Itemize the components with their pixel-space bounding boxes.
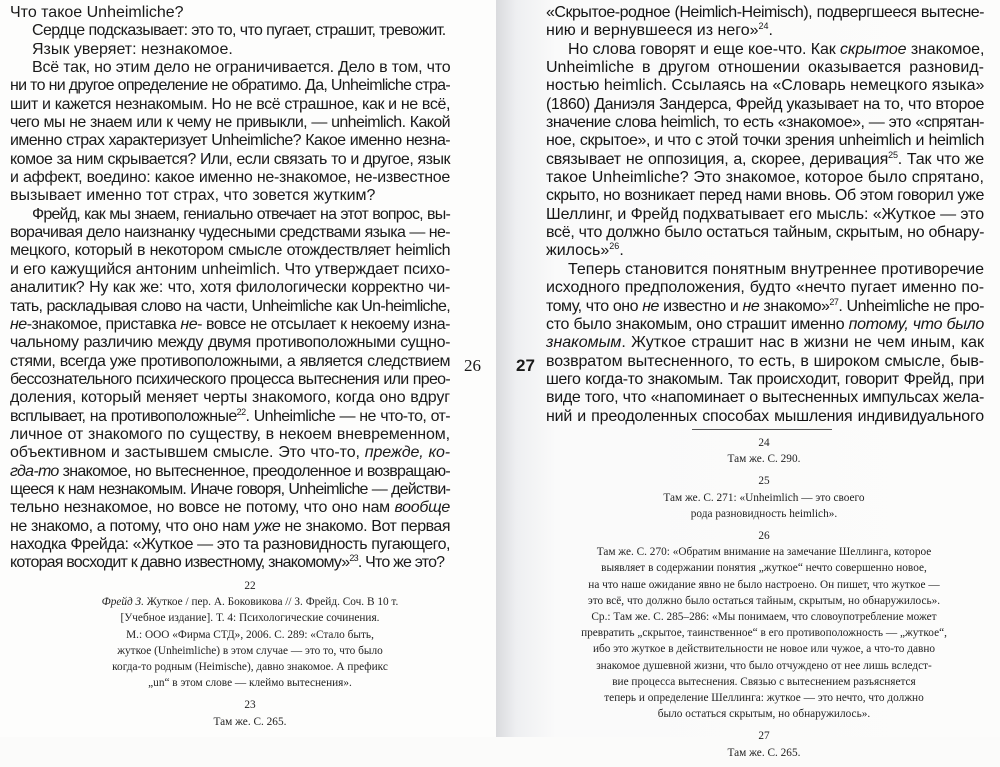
italic-text: не [742, 297, 760, 315]
text-line [546, 114, 984, 132]
text-run: находка Фрейда: «Жуткое — это та разновидность пугающего, [10, 535, 450, 553]
text-run: шего когда-то знакомым. Так происходит, говорит Фрейд, при [546, 370, 984, 388]
text-line [546, 59, 984, 77]
footnote-ref: 23 [349, 553, 358, 564]
text-line [10, 481, 450, 499]
text-line [10, 96, 450, 114]
text-run: такое Unheimliche? Это знакомое, которое было спрятано, [546, 169, 984, 187]
text-run: Сердце подсказывает: это то, что пугает, страшит, тревожит. [32, 22, 446, 40]
text-run: теперь и определение Шеллинга: жуткое — это нечто, что должно [604, 692, 924, 705]
text-run: Там же. С. 270: «Обратим внимание на замечание Шеллинга, которое [596, 546, 932, 559]
left-footnotes [40, 578, 460, 736]
right-page-body [546, 4, 984, 426]
text-run: „un“ в этом слове — клеймо вытеснения». [148, 677, 352, 690]
footnote-number: 27 [758, 730, 770, 743]
left-page [0, 0, 496, 737]
paragraph [546, 41, 984, 261]
text-run: аналитик? Ну как же: что, хотя филологически корректно чи- [10, 279, 450, 297]
text-run: вызывает именно тот страх, что зовется жутким? [10, 187, 376, 205]
text-run: выявляет в содержании понятия „жуткое“ нечто совершенно новое, [601, 562, 927, 575]
text-run: тельно незнакомое, но вовсе не потому, что оно нам [10, 499, 395, 517]
footnote-line [40, 610, 460, 626]
text-line [546, 298, 984, 316]
text-line [10, 41, 450, 59]
text-line [546, 187, 984, 205]
text-line [546, 132, 984, 150]
text-run: тому, что оно [546, 297, 643, 315]
footnote-ref: 26 [609, 241, 620, 252]
text-run: . Что же это? [357, 554, 445, 572]
text-line [546, 169, 984, 187]
text-run: . Жуткое страшит нас в жизни не чем иным, как [621, 334, 984, 352]
text-line [10, 499, 450, 517]
text-line [10, 444, 450, 462]
footnote-ref: 25 [888, 149, 898, 160]
text-line [10, 316, 450, 334]
text-run: ворачивая дело наизнанку чудесными средствами языка — не- [10, 224, 450, 242]
text-line [10, 59, 450, 77]
footnote [542, 435, 986, 467]
text-run: бессознательного психического процесса вытеснения или прео- [10, 370, 450, 388]
text-run: Жуткое / пер. А. Боковикова // З. Фрейд. Соч. В 10 т. [143, 596, 399, 609]
text-line [10, 371, 450, 389]
text-line [10, 554, 450, 572]
text-line [10, 206, 450, 224]
text-line [10, 426, 450, 444]
text-line [10, 389, 450, 407]
text-line [10, 4, 450, 22]
text-run: Там же. С. 265. [213, 715, 287, 728]
text-run: всё, что должно было остаться тайным, скрытым, но обнару- [546, 224, 985, 242]
text-run: известно и [658, 297, 743, 315]
text-run: знакомое, [906, 40, 985, 58]
text-run: объективном и застывшем смысле. Это что-то, [10, 444, 365, 462]
footnote-line [542, 641, 986, 657]
footnote-line [40, 594, 460, 610]
text-run: значение слова heimlich, то есть «знакомое», — это «спрятан- [546, 114, 984, 132]
text-run: Всё так, но этим дело не ограничивается. Дело в том, что [32, 59, 451, 77]
footnote-ref: 22 [236, 406, 246, 417]
text-run: возвратом вытесненного, то есть, в широком смысле, быв- [546, 352, 984, 370]
text-run: тать, раскладывая слово на части, Unheimliche как Un-heimliche, [10, 297, 450, 315]
text-line [10, 77, 450, 95]
italic-text: скрытое [840, 40, 907, 58]
text-run: связывает не оппозиция, а, скорее, деривация [546, 150, 889, 168]
text-line [10, 132, 450, 150]
text-line [10, 298, 450, 316]
footnote-number: 24 [758, 437, 770, 449]
text-run: -знакомое, приставка [26, 315, 181, 333]
footnote-number: 25 [758, 475, 770, 488]
text-run: скрыто, но возникает перед нами вновь. Об этом говорил уже [546, 187, 984, 205]
footnote-line [40, 714, 460, 730]
text-line [10, 151, 450, 169]
text-run: . [619, 242, 624, 260]
paragraph [10, 206, 450, 573]
text-run: Ср.: Там же. С. 285–286: «Мы понимаем, что словоупотребление может [591, 611, 937, 624]
text-line [10, 261, 450, 279]
footnote-line [542, 544, 986, 560]
text-run: вие процесса вытеснения. Связью с вытеснением разъясняется [612, 675, 916, 688]
text-run: именно страх характеризует Unheimliche? Какое именно незна- [10, 132, 450, 150]
footnote-number: 22 [244, 580, 256, 592]
italic-text: не [180, 315, 198, 333]
text-line [546, 334, 984, 352]
text-run: всплывает, на противоположные [10, 407, 237, 425]
footnote-line [542, 506, 986, 522]
footnote-line [542, 593, 986, 609]
text-run: Фрейд, как мы знаем, гениально отвечает на этот вопрос, вы- [32, 205, 450, 223]
text-run: рода разновидность heimlich». [690, 507, 838, 520]
text-run: превратить „скрытое, таинственное“ в его противоположность — „жуткое“, [581, 627, 947, 640]
text-run: чего мы не знаем или к чему не привыкли, — unheimlich. Какой [10, 114, 450, 132]
footnote-line [40, 643, 460, 659]
paragraph [546, 261, 984, 426]
text-run: Но слова говорят и еще кое-что. Как [568, 40, 840, 58]
paragraph [10, 22, 450, 40]
text-run: было остаться скрытым, но обнаружилось». [657, 708, 871, 721]
text-line [10, 279, 450, 297]
right-page [496, 0, 1000, 759]
italic-text: знакомым [546, 334, 622, 352]
italic-text: вообще [394, 499, 450, 517]
text-run: ний и преодоленных способах мышления индивидуального [546, 407, 984, 425]
text-run: которая восходит к давно известному, знакомому» [10, 554, 350, 572]
text-run: М.: ООО «Фирма СТД», 2006. С. 289: «Стало быть, [126, 628, 374, 641]
text-run: . Unheimliche не про- [838, 297, 985, 315]
italic-text: потому, что было [848, 315, 985, 333]
text-run: комое за ним скрывается? Или, если связать то и другое, язык [10, 150, 450, 168]
footnote-number: 26 [758, 530, 770, 543]
footnote-line [542, 560, 986, 576]
text-run: Unheimliche в другом отношении оказывается разновид- [546, 59, 984, 77]
italic-text: гда-то [10, 462, 59, 480]
text-run: на что наше ожидание явно не было настроено. Он пишет, что жуткое — [588, 578, 940, 591]
paragraph [546, 4, 984, 41]
footnote-line [542, 745, 986, 761]
left-page-body [10, 4, 450, 573]
text-run: это всё, что должно было остаться тайным, скрытым, но обнаружилось». [587, 594, 941, 607]
text-run: щееся к нам незнакомым. Иначе говоря, Unheimliche — действи- [10, 480, 450, 498]
text-line [10, 187, 450, 205]
text-run: когда-то родным (Heimische), давно знакомое. А префикс [112, 661, 388, 674]
text-run: жуткое (Unheimliche) в этом случае — это то, что было [117, 644, 383, 657]
text-line [10, 463, 450, 481]
text-run: доления, который меняет черты знакомого, когда оно вдруг [10, 389, 450, 407]
text-run: ное, скрытое», и что с этой точки зрения unheimlich и heimlich [546, 132, 984, 150]
italic-text: не [10, 315, 27, 333]
text-run: ностью heimlich. Ссылаясь на «Словарь немецкого языка» [546, 77, 985, 95]
paragraph [10, 41, 450, 59]
footnote-number: 23 [244, 699, 256, 712]
footnote-line [542, 625, 986, 641]
footnote-line [542, 690, 986, 706]
footnote-line [542, 658, 986, 674]
footnote [40, 697, 460, 729]
text-run: знакомо» [759, 297, 830, 315]
text-run: жилось» [546, 242, 610, 260]
text-line [546, 389, 984, 407]
text-line [10, 224, 450, 242]
footnote-divider [692, 429, 832, 430]
text-line [546, 261, 984, 279]
text-run: и его кажущийся антоним unheimlich. Что утверждает психо- [10, 260, 450, 278]
italic-text: прежде, ко- [364, 444, 451, 462]
text-run: стями, всегда уже противоположными, а является следствием [10, 352, 450, 370]
text-line [10, 169, 450, 187]
footnote [542, 728, 986, 760]
text-run: Шеллинг, и Фрейд подхватывает его мысль: «Жуткое — это [546, 205, 984, 223]
text-line [546, 151, 984, 169]
text-run: - вовсе не отсылает к некоему изна- [197, 315, 450, 333]
text-line [546, 353, 984, 371]
text-run: виде того, что «напоминает о вытесненных импульсах жела- [546, 389, 984, 407]
text-run: мецкого, который в некотором смысле отождествляет heimlich [10, 242, 450, 260]
text-line [546, 408, 984, 426]
text-run: шит и кажется незнакомым. Но не всё страшное, как и не всё, [10, 95, 450, 113]
text-run: ни то ни другое определение не обратимо. Да, Unheimliche стра- [10, 77, 450, 95]
text-run: ибо это жуткое в действительности не новое или чужое, а что-то давно [592, 643, 936, 656]
text-run: сто было знакомым, оно страшит именно [546, 315, 849, 333]
page-number-left: 26 [464, 356, 481, 375]
text-run: не знакомо, а потому, что оно нам [10, 517, 254, 535]
text-run: чальному различию между двумя противоположными сущно- [10, 334, 450, 352]
text-line [10, 518, 450, 536]
text-line [546, 316, 984, 334]
text-run: не знакомо. Вот первая [280, 517, 450, 535]
text-line [10, 242, 450, 260]
footnote-line [40, 659, 460, 675]
text-run: «Скрытое-родное (Heimlich-Heimisch), подвергшееся вытесне- [546, 4, 984, 21]
text-run: нию и вернувшееся из него» [546, 22, 759, 40]
text-line [546, 77, 984, 95]
text-line [546, 4, 984, 22]
text-run: знакомое, но вытесненное, преодоленное и возвращаю- [58, 462, 450, 480]
text-line [10, 408, 450, 426]
text-line [10, 114, 450, 132]
footnote-ref: 27 [829, 296, 839, 307]
text-line [10, 334, 450, 352]
footnote-line [542, 609, 986, 625]
right-footnotes [542, 435, 986, 767]
paragraph [10, 59, 450, 206]
text-run: исходного предположения, будто «нечто пугает именно по- [546, 279, 984, 297]
text-run: . Так что же [897, 150, 984, 168]
text-run: Там же. С. 290. [727, 453, 801, 466]
footnote-ref: 24 [758, 21, 769, 32]
footnote-line [40, 627, 460, 643]
text-run: Что такое Unheimliche? [10, 4, 184, 21]
text-run: знакомое душевной жизни, что было отчуждено от нее лишь вследст- [596, 659, 932, 672]
text-run: . Unheimliche — не что-то, от- [245, 407, 450, 425]
text-run: и аффект, воедино: какое именно не-знакомое, не-известное [10, 169, 450, 187]
text-line [10, 22, 450, 40]
text-line [546, 96, 984, 114]
italic-text: уже [253, 517, 281, 535]
text-run: Там же. С. 271: «Unheimlich — это своего [663, 491, 865, 504]
text-line [546, 279, 984, 297]
text-line [10, 536, 450, 554]
text-run: Язык уверяет: незнакомое. [32, 40, 233, 58]
footnote [40, 578, 460, 691]
footnote-line [542, 706, 986, 722]
page-number-right: 27 [516, 356, 535, 375]
text-line [546, 206, 984, 224]
paragraph [10, 4, 450, 22]
text-run: . [768, 22, 773, 40]
italic-text: Фрейд З. [101, 596, 144, 609]
footnote-line [40, 675, 460, 691]
text-line [546, 41, 984, 59]
text-run: [Учебное издание]. Т. 4: Психологические сочинения. [120, 612, 380, 625]
italic-text: не [642, 297, 659, 315]
text-run: личное от знакомого по существу, в некоем вневременном, [10, 425, 450, 443]
text-line [546, 242, 984, 260]
text-run: Теперь становится понятным внутреннее противоречие [568, 260, 985, 278]
text-line [546, 224, 984, 242]
footnote [542, 528, 986, 722]
footnote-line [542, 490, 986, 506]
text-line [546, 371, 984, 389]
footnote-line [542, 577, 986, 593]
text-line [546, 22, 984, 40]
text-run: (1860) Даниэля Зандерса, Фрейд указывает на то, что второе [546, 95, 984, 113]
footnote-line [542, 674, 986, 690]
footnote-line [542, 451, 986, 467]
text-run: Там же. С. 265. [727, 746, 801, 759]
footnote [542, 473, 986, 522]
text-line [10, 353, 450, 371]
